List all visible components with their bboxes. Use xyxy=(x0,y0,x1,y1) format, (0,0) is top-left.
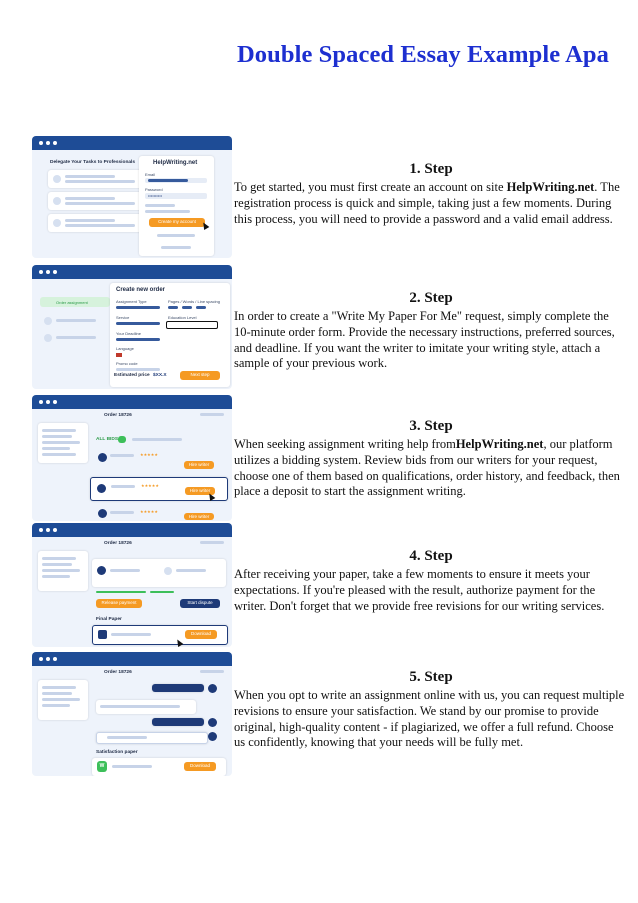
satisfaction-paper-file[interactable] xyxy=(92,758,226,776)
satisfaction-paper-label: Satisfaction paper xyxy=(96,750,138,755)
password-label: Password xyxy=(145,187,163,192)
download-button[interactable]: Download xyxy=(184,762,216,771)
revisions-screenshot xyxy=(32,652,232,776)
window-bar xyxy=(32,265,232,279)
step-text: In order to create a "Write My Paper For Me" request, simply complete the 10-minute order form. Provide the necessary instructions, preferred sources, and deadline. If you want the writer to imitate your writing style, attach a sample of your previous work. xyxy=(234,309,615,371)
order-number: Order 18726 xyxy=(104,541,132,546)
release-payment-button[interactable]: Release payment xyxy=(96,599,142,608)
step-text: To get started, you must first create an account on site HelpWriting.net. The registration process is quick and simple, taking just a few moments. During this process, you will need to provide a password and a valid email address. xyxy=(234,180,620,226)
label-type: Assignment Type xyxy=(116,299,147,304)
hire-writer-button[interactable]: Hire writer xyxy=(184,461,214,469)
password-value: •••••••••• xyxy=(148,193,163,198)
step-heading: 1. Step xyxy=(409,161,453,177)
writer-card xyxy=(92,559,226,587)
release-payment-screenshot xyxy=(32,523,232,647)
step-1 xyxy=(234,160,626,227)
thumb-heading: Delegate Your Tasks to Professionals xyxy=(50,160,136,165)
next-step-button[interactable]: Next step xyxy=(180,371,220,380)
step-text: When seeking assignment writing help fromHelpWriting.net, our platform utilizes a bidding system. Review bids from our writers for your request, choose one of them based on qualifications, order history, and feedback, then place a deposit to start the assignment writing. xyxy=(234,437,620,499)
step-text: When you opt to write an assignment online with us, you can request multiple revisions to ensure your satisfaction. We stand by our promise to provide original, high-quality content - if plagiarized, we offer a full refund. Choose us confidently, knowing that your needs will be fully met. xyxy=(234,688,625,750)
step-heading: 4. Step xyxy=(409,548,453,564)
step-heading: 5. Step xyxy=(409,669,453,685)
window-bar xyxy=(32,652,232,666)
chat-message xyxy=(96,700,196,714)
email-label: Email xyxy=(145,172,156,177)
brand-link[interactable]: HelpWriting.net xyxy=(506,180,595,194)
step-heading: 2. Step xyxy=(409,290,453,306)
order-details xyxy=(38,680,88,720)
estimated-price-label: Estimated price xyxy=(114,373,150,378)
rating-stars: ★★★★★ xyxy=(140,509,158,514)
label-pages: Pages / Words / Line spacing xyxy=(168,299,220,304)
step-heading: 3. Step xyxy=(409,418,453,434)
label-edu: Education Level xyxy=(168,315,197,320)
all-bids-label: ALL BIDS xyxy=(96,437,119,442)
chat-message-sent xyxy=(152,718,204,726)
window-bar xyxy=(32,395,232,409)
hire-writer-button[interactable]: Hire writer xyxy=(184,513,214,520)
message-input[interactable] xyxy=(96,732,208,744)
rating-stars: ★★★★★ xyxy=(141,483,159,488)
window-bar xyxy=(32,523,232,537)
order-details xyxy=(38,551,88,591)
final-paper-file[interactable] xyxy=(92,625,228,645)
order-form-screenshot xyxy=(32,265,232,389)
order-form-heading: Create new order xyxy=(116,287,166,293)
registration-screenshot xyxy=(32,136,232,258)
page-title: Double Spaced Essay Example Apa xyxy=(236,41,610,68)
label-promo: Promo code xyxy=(116,361,138,366)
label-deadline: Your Deadline xyxy=(116,331,141,336)
download-button[interactable]: Download xyxy=(185,630,217,639)
step-text: After receiving your paper, take a few moments to ensure it meets your expectations. If you're pleased with the result, authorize payment for the writer. Don't forget that we provide free revisions for our writing services. xyxy=(234,567,605,613)
step-4 xyxy=(234,547,626,614)
education-select[interactable] xyxy=(166,321,218,329)
start-dispute-button[interactable]: Start dispute xyxy=(180,599,220,608)
label-language: Language xyxy=(116,346,134,351)
step-5 xyxy=(234,668,626,751)
sidebar-item-label: Order assignment xyxy=(56,300,88,305)
window-bar xyxy=(32,136,232,150)
estimated-price-value: $XX.X xyxy=(153,373,167,378)
order-number: Order 18726 xyxy=(104,670,132,675)
create-account-button[interactable]: Create my account xyxy=(149,218,205,227)
bids-screenshot xyxy=(32,395,232,521)
step-3 xyxy=(234,417,626,500)
brand-link[interactable]: HelpWriting.net xyxy=(455,437,544,451)
signup-form xyxy=(139,156,214,256)
word-file-icon: W xyxy=(97,761,107,772)
final-paper-label: Final Paper xyxy=(96,617,122,622)
order-number: Order 18726 xyxy=(104,413,132,418)
flag-icon xyxy=(116,353,122,357)
rating-stars: ★★★★★ xyxy=(140,452,158,457)
step-2 xyxy=(234,289,626,372)
logo: HelpWriting.net xyxy=(153,160,198,166)
chat-message-sent xyxy=(152,684,204,692)
order-details xyxy=(38,423,88,463)
hire-writer-button[interactable]: Hire writer xyxy=(185,487,215,495)
label-service: Service xyxy=(116,315,130,320)
